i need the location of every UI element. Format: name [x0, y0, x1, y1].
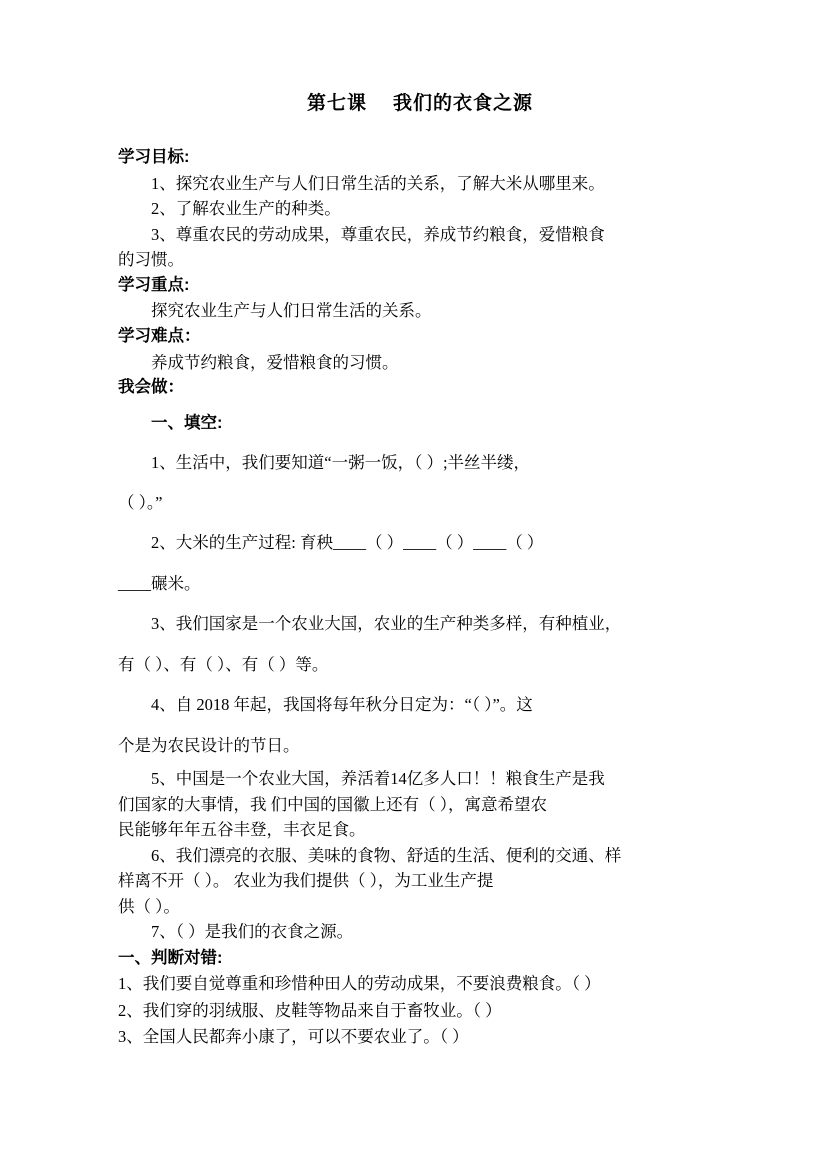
judge-item: 1、我们要自觉尊重和珍惜种田人的劳动成果，不要浪费粮食。（ ） — [118, 974, 601, 994]
judge-item: 2、我们穿的羽绒服、皮鞋等物品来自于畜牧业。（ ） — [118, 1000, 502, 1020]
objective-item-cont: 的习惯。 — [118, 250, 184, 270]
fill-item-1-line2: （ ）。” — [118, 492, 163, 512]
fill-item-5-line1: 5、中国是一个农业大国，养活着14亿多人口！！粮食生产是我 — [151, 768, 605, 788]
objective-item: 2、了解农业生产的种类。 — [151, 199, 341, 219]
fill-item-6-line1: 6、我们漂亮的衣服、美味的食物、舒适的生活、便利的交通、样 — [151, 845, 622, 865]
fill-item-4-line2: 个是为农民设计的节日。 — [118, 735, 300, 755]
page-title — [118, 88, 722, 115]
fill-item-1-line1: 1、生活中，我们要知道“一粥一饭，（ ）;半丝半缕， — [151, 452, 531, 472]
title-prefix: 第七课 — [306, 93, 367, 114]
objectives-heading: 学习目标: — [118, 148, 190, 166]
fill-item-6-line2: 样离不开（ ）。 农业为我们提供（ ），为工业生产提 — [118, 871, 494, 891]
fill-item-5-line3: 民能够年年五谷丰登，丰衣足食。 — [118, 820, 366, 840]
fill-item-6-line3: 供（ ）。 — [118, 896, 180, 916]
key-point-text: 探究农业生产与人们日常生活的关系。 — [151, 301, 432, 321]
fill-item-3-line2: 有（ ）、有（ ）、有（ ）等。 — [118, 654, 329, 674]
judge-heading: 一、判断对错: — [118, 948, 223, 967]
objective-item: 1、探究农业生产与人们日常生活的关系，了解大米从哪里来。 — [151, 173, 605, 193]
fill-item-7: 7、（ ）是我们的衣食之源。 — [151, 922, 354, 942]
title-main: 我们的衣食之源 — [393, 93, 534, 114]
objective-item: 3、尊重农民的劳动成果，尊重农民，养成节约粮食，爱惜粮食 — [151, 224, 605, 244]
fill-blank-heading: 一、填空: — [151, 413, 223, 432]
fill-item-5-line2: 们国家的大事情，我 们中国的国徽上还有（ ），寓意希望农 — [118, 794, 547, 814]
fill-item-2-line2: ____碾米。 — [118, 573, 201, 593]
fill-item-3-line1: 3、我们国家是一个农业大国，农业的生产种类多样，有种植业， — [151, 614, 622, 634]
judge-item: 3、全国人民都奔小康了，可以不要农业了。（ ） — [118, 1027, 469, 1047]
difficulty-heading: 学习难点： — [118, 326, 201, 345]
fill-item-4-line1: 4、自 2018 年起，我国将每年秋分日定为：“（ ）”。这 — [151, 695, 533, 715]
key-point-heading: 学习重点: — [118, 275, 190, 294]
difficulty-text: 养成节约粮食，爱惜粮食的习惯。 — [151, 352, 399, 372]
fill-item-2-line1: 2、大米的生产过程: 育秧____（ ）____（ ）____（ ） — [151, 533, 544, 553]
practice-heading: 我会做： — [118, 378, 184, 397]
